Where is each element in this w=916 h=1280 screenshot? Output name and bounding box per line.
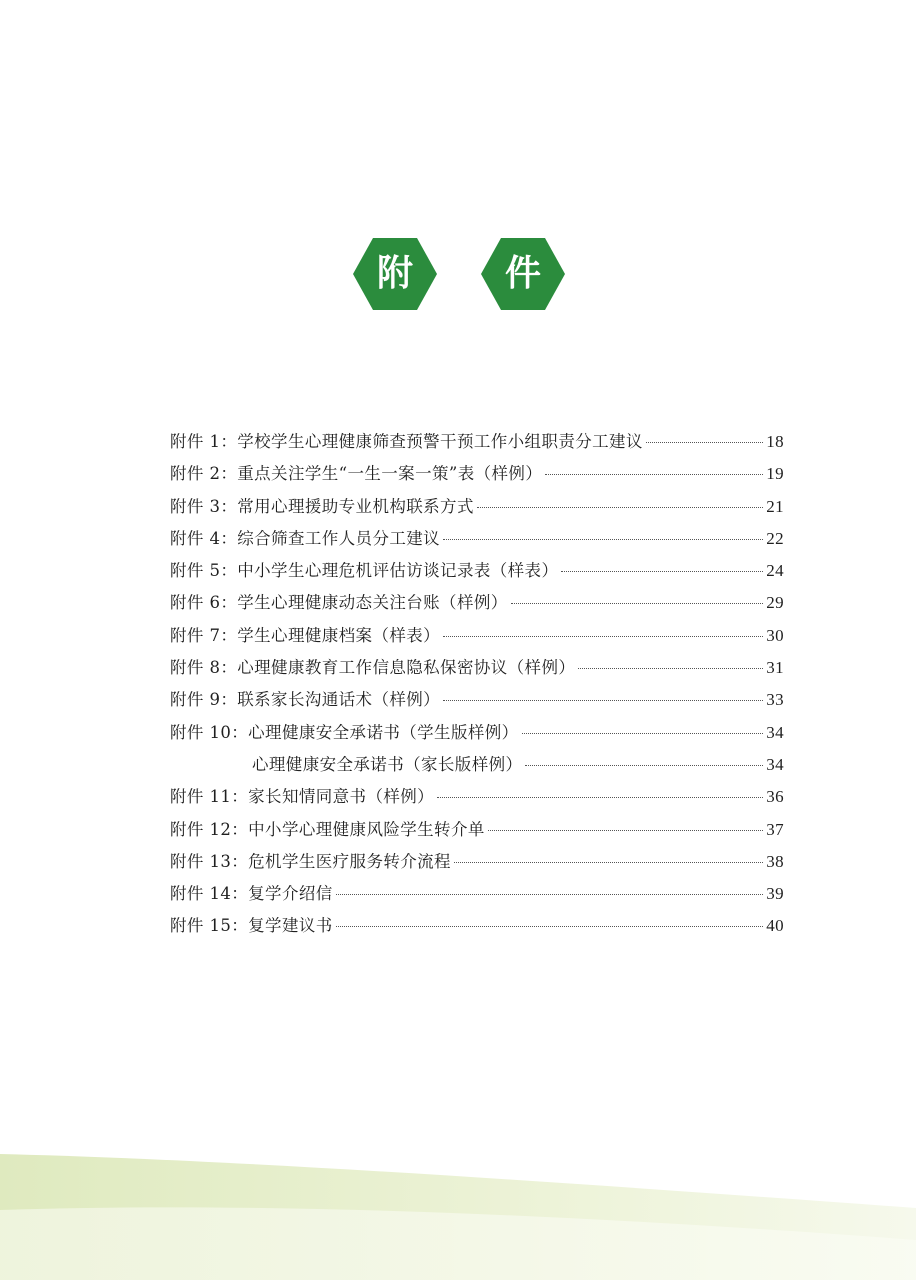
toc-entry-title: 家长知情同意书（样例） (248, 787, 435, 807)
toc-entry-label: 附件 10： (170, 722, 249, 742)
toc-entry-label: 附件 4： (170, 528, 238, 548)
toc-entry-title: 中小学生心理危机评估访谈记录表（样表） (237, 561, 559, 581)
toc-entry (170, 493, 784, 525)
toc-entry-label: 附件 3： (170, 496, 238, 516)
hexagon-badge-2 (481, 238, 565, 310)
toc-entry-page-number: 31 (766, 658, 784, 678)
toc-entry-page-number: 34 (766, 722, 784, 742)
toc-entry-title: 常用心理援助专业机构联系方式 (237, 496, 474, 516)
toc-entry-label: 附件 11： (170, 787, 249, 807)
toc-entry (170, 654, 784, 686)
toc-entry-page-number: 33 (766, 690, 784, 710)
toc-entry-page-number: 39 (766, 884, 784, 904)
toc-entry-title: 学校学生心理健康筛查预警干预工作小组职责分工建议 (237, 432, 643, 451)
dot-leader (488, 830, 763, 831)
toc-entry-title: 复学介绍信 (248, 884, 333, 904)
toc-entry-page-number: 18 (766, 432, 784, 451)
toc-entry-page-number: 34 (766, 754, 784, 774)
dot-leader (477, 507, 763, 508)
toc-entry (170, 622, 784, 654)
toc-entry (170, 751, 784, 783)
toc-entry-label: 附件 1： (170, 432, 238, 451)
toc-entry-page-number: 19 (766, 464, 784, 484)
heading-char-1: 附 (376, 253, 413, 294)
toc-entry (170, 589, 784, 621)
toc-entry-label: 附件 6： (170, 593, 238, 613)
toc-entry (170, 912, 784, 944)
toc-entry-title: 中小学心理健康风险学生转介单 (248, 819, 485, 839)
toc-entry-page-number: 40 (766, 916, 784, 936)
toc-entry (170, 428, 784, 460)
toc-entry-label: 附件 7： (170, 625, 238, 645)
toc-entry-label: 附件 13： (170, 851, 249, 871)
dot-leader (646, 442, 763, 443)
toc-entry-label: 附件 9： (170, 690, 238, 710)
dot-leader (525, 765, 763, 766)
toc-entry-label: 附件 2： (170, 464, 238, 484)
toc-entry-page-number: 30 (766, 625, 784, 645)
toc-entry-title: 心理健康教育工作信息隐私保密协议（样例） (237, 658, 576, 678)
toc-entry-page-number: 22 (766, 528, 784, 548)
dot-leader (561, 571, 763, 572)
toc-entry-page-number: 21 (766, 496, 784, 516)
toc-entry (170, 686, 784, 718)
dot-leader (454, 862, 763, 863)
dot-leader (443, 539, 763, 540)
toc-entry (170, 848, 784, 880)
toc-entry-page-number: 36 (766, 787, 784, 807)
dot-leader (437, 797, 763, 798)
toc-entry-title: 心理健康安全承诺书（家长版样例） (252, 754, 523, 774)
toc-entry-title: 联系家长沟通话术（样例） (237, 690, 441, 710)
dot-leader (511, 603, 764, 604)
toc-entry-label: 附件 14： (170, 884, 249, 904)
toc-entry (170, 816, 784, 848)
toc-entry-page-number: 24 (766, 561, 784, 581)
dot-leader (336, 894, 764, 895)
toc-entry-title: 心理健康安全承诺书（学生版样例） (248, 722, 519, 742)
hexagon-badge-1 (353, 238, 437, 310)
dot-leader (578, 668, 763, 669)
toc-entry (170, 460, 784, 492)
toc-entry-title: 重点关注学生“一生一案一策”表（样例） (237, 464, 543, 484)
appendix-heading (0, 238, 916, 310)
heading-char-2: 件 (504, 253, 541, 294)
toc-entry (170, 525, 784, 557)
toc-entry (170, 783, 784, 815)
toc-entry-label: 附件 12： (170, 819, 249, 839)
dot-leader (545, 474, 763, 475)
toc-entry-title: 危机学生医疗服务转介流程 (248, 851, 451, 871)
toc-entry-title: 学生心理健康档案（样表） (237, 625, 441, 645)
dot-leader (443, 636, 763, 637)
dot-leader (336, 926, 764, 927)
toc-entry-title: 学生心理健康动态关注台账（样例） (237, 593, 508, 613)
toc-entry-page-number: 37 (766, 819, 784, 839)
toc-entry-title: 综合筛查工作人员分工建议 (237, 528, 441, 548)
dot-leader (443, 700, 763, 701)
toc-entry-page-number: 29 (766, 593, 784, 613)
toc-entry-label: 附件 5： (170, 561, 238, 581)
table-of-contents (170, 428, 784, 945)
toc-entry (170, 880, 784, 912)
dot-leader (522, 733, 764, 734)
toc-entry-title: 复学建议书 (248, 916, 333, 936)
toc-entry-label: 附件 15： (170, 916, 249, 936)
toc-entry-label: 附件 8： (170, 658, 238, 678)
toc-entry-page-number: 38 (766, 851, 784, 871)
toc-entry (170, 719, 784, 751)
toc-entry (170, 557, 784, 589)
decorative-wave (0, 1140, 916, 1280)
